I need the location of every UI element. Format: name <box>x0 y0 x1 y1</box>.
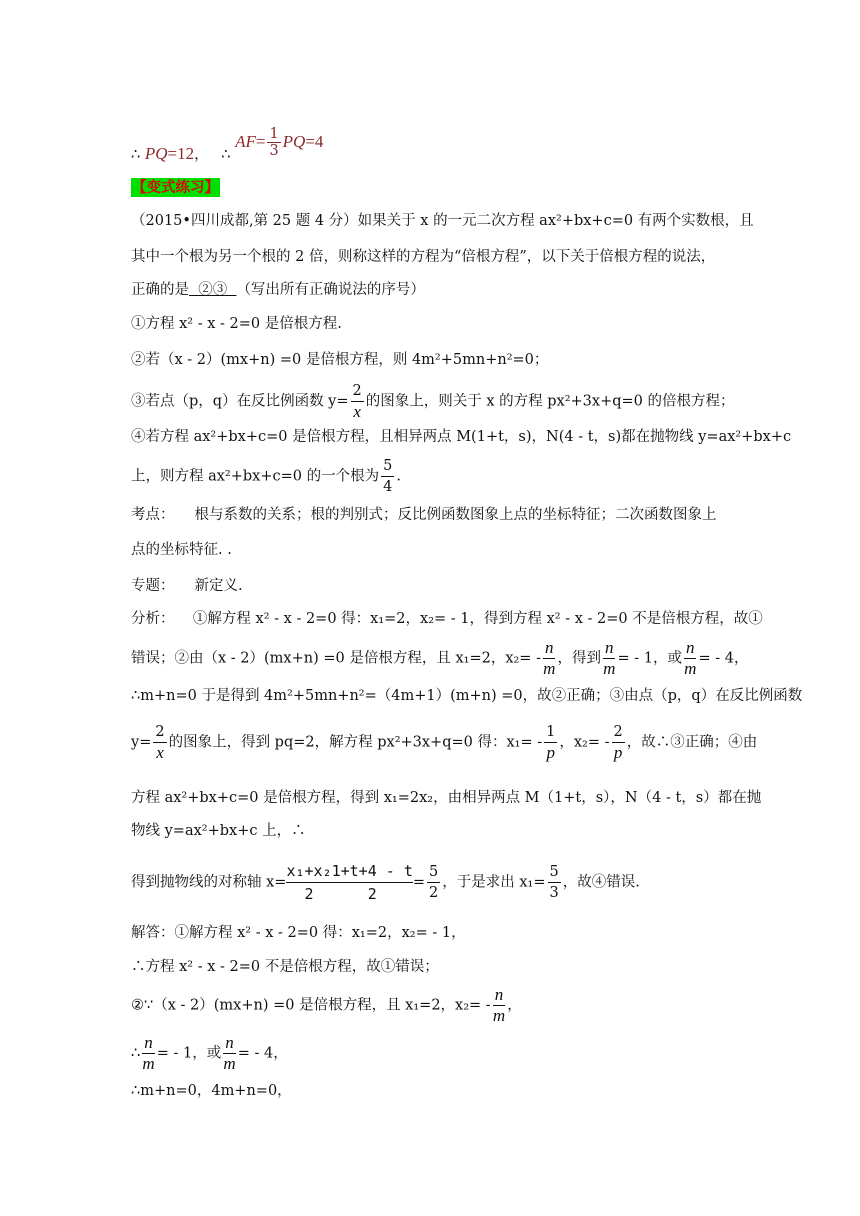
fraction-2-over-x: $\frac{2}{x}$ <box>352 383 362 421</box>
fraction-5-over-2: $\frac{5}{2}$ <box>429 864 439 901</box>
fraction-n-over-m: $\frac{n}{m}$ <box>543 638 556 678</box>
symmetry-axis-fraction-2: $\frac{1+t+4 - t}{2}$ <box>331 862 413 903</box>
jieda-line-2: ∴方程 x² - x - 2=0 不是倍根方程，故①错误； <box>131 959 439 975</box>
fraction-n-over-m-4: $\frac{n}{m}$ <box>492 985 506 1025</box>
fenxi-line-3: ∴m+n=0 于是得到 4m²+5mn+n²=（4m+1）(m+n) =0，故②正确；③由点（p，q）在反比例函数 <box>131 688 803 704</box>
symmetry-axis-fraction-1: $\frac{\text{x₁+x₂}}{2}$ <box>286 862 332 903</box>
fenxi-line-1: 分析： ①解方程 x² - x - 2=0 得：x₁=2，x₂= - 1，得到方程 x² - x - 2=0 不是倍根方程，故① <box>131 611 763 627</box>
fenxi-l4-a: y= <box>131 734 152 751</box>
fraction-2-over-p: $\frac{2}{p}$ <box>613 724 623 762</box>
jieda-line-1: 解答：①解方程 x² - x - 2=0 得：x₁=2，x₂= - 1， <box>131 925 466 941</box>
fenxi-l2-d: = - 4， <box>698 650 749 667</box>
option-3 <box>131 381 735 422</box>
jieda-l3-b: ， <box>507 997 522 1014</box>
fenxi-l2-c: = - 1，或 <box>617 650 682 667</box>
kaodian-label: 考点： <box>131 507 175 523</box>
fenxi-line-6: 物线 y=ax²+bx+c 上，∴ <box>131 823 306 839</box>
option-1: ①方程 x² - x - 2=0 是倍根方程. <box>131 316 342 332</box>
af-variable: AF <box>235 132 256 151</box>
kaodian-text: 根与系数的关系；根的判别式；反比例函数图象上点的坐标特征；二次函数图象上 <box>194 507 717 523</box>
pq-variable-2: PQ <box>282 132 306 151</box>
question-line-2: 其中一个根为另一个根的 2 倍，则称这样的方程为“倍根方程”，以下关于倍根方程的说法， <box>131 249 716 265</box>
af-equals: = <box>255 132 266 151</box>
jieda-line-5: ∴m+n=0，4m+n=0， <box>131 1083 292 1099</box>
question-suffix: （写出所有正确说法的序号） <box>236 282 425 298</box>
fraction-n-over-m-5: $\frac{n}{m}$ <box>142 1033 155 1073</box>
kaodian-line-1 <box>131 505 717 525</box>
equals-4: =4 <box>305 132 324 151</box>
jieda-line-3 <box>131 985 522 1026</box>
fenxi-line-7 <box>131 860 640 905</box>
question-line-1: （2015•四川成都,第 25 题 4 分）如果关于 x 的一元二次方程 ax²+bx+c=0 有两个实数根，且 <box>131 213 754 229</box>
fenxi-l4-b: 的图象上，得到 pq=2，解方程 px²+3x+q=0 得：x₁= - <box>168 734 543 751</box>
option-4-text: 上，则方程 ax²+bx+c=0 的一个根为 <box>131 468 380 485</box>
fraction-1-over-p: $\frac{1}{p}$ <box>546 724 556 762</box>
answer-blank: ②③ <box>189 282 237 298</box>
fraction-5-over-4: $\frac{5}{4}$ <box>383 458 393 495</box>
zhuanti-text: 新定义. <box>194 578 243 594</box>
fenxi-l7-d: ，故④错误. <box>562 874 640 891</box>
therefore-symbol-2: ∴ <box>221 147 231 163</box>
jieda-l3-a: ②∵（x - 2）(mx+n) =0 是倍根方程，且 x₁=2，x₂= - <box>131 997 491 1014</box>
fenxi-l2-b: ，得到 <box>557 650 601 667</box>
therefore-symbol: ∴ <box>131 147 141 163</box>
zhuanti-label: 专题： <box>131 578 175 594</box>
fenxi-line-4 <box>131 722 757 763</box>
top-formula-line <box>131 126 323 165</box>
fenxi-l4-c: ，x₂= - <box>559 734 610 751</box>
pq-variable: PQ <box>144 144 168 163</box>
fraction-n-over-m-6: $\frac{n}{m}$ <box>223 1033 236 1073</box>
jieda-l4-b: = - 1，或 <box>156 1045 222 1062</box>
fenxi-l7-c: ，于是求出 x₁= <box>442 874 546 891</box>
jieda-line-4 <box>131 1033 288 1074</box>
section-tag-line <box>131 178 220 198</box>
fenxi-l7-a: 得到抛物线的对称轴 x= <box>131 874 287 891</box>
jieda-l4-c: = - 4， <box>237 1045 288 1062</box>
question-prefix: 正确的是 <box>131 282 189 298</box>
option-2: ②若（x - 2）(mx+n) =0 是倍根方程，则 4m²+5mn+n²=0； <box>131 352 549 368</box>
option-3-text-b: 的图象上，则关于 x 的方程 px²+3x+q=0 的倍根方程； <box>365 393 735 410</box>
separator: ， <box>194 147 209 163</box>
kaodian-line-2: 点的坐标特征. . <box>131 542 232 558</box>
fenxi-line-5: 方程 ax²+bx+c=0 是倍根方程，得到 x₁=2x₂，由相异两点 M（1+t，s），N（4 - t，s）都在抛 <box>131 790 762 806</box>
fraction-n-over-m-3: $\frac{n}{m}$ <box>684 638 697 678</box>
question-line-3 <box>131 280 425 300</box>
option-4-line-1: ④若方程 ax²+bx+c=0 是倍根方程，且相异两点 M(1+t，s)，N(4 - t，s)都在抛物线 y=ax²+bx+c <box>131 429 792 445</box>
fraction-2-over-x-2: $\frac{2}{x}$ <box>155 724 165 762</box>
option-4-line-2 <box>131 456 401 497</box>
fenxi-l7-eq: = <box>412 874 426 891</box>
equals-12: =12 <box>167 144 195 163</box>
fraction-one-third: $\frac{1}{3}$ <box>269 126 279 159</box>
option-3-text-a: ③若点（p，q）在反比例函数 y= <box>131 393 349 410</box>
fenxi-l2-a: 错误；②由（x - 2）(mx+n) =0 是倍根方程，且 x₁=2，x₂= - <box>131 650 541 667</box>
option-4-period: . <box>396 468 401 485</box>
fenxi-l4-d: ，故∴③正确；④由 <box>626 734 758 751</box>
zhuanti-line <box>131 576 243 596</box>
variant-exercise-tag: 【变式练习】 <box>132 179 219 196</box>
jieda-l4-a: ∴ <box>131 1045 141 1062</box>
fenxi-line-2 <box>131 638 748 679</box>
fraction-5-over-3: $\frac{5}{3}$ <box>549 864 559 901</box>
fraction-n-over-m-2: $\frac{n}{m}$ <box>603 638 616 678</box>
